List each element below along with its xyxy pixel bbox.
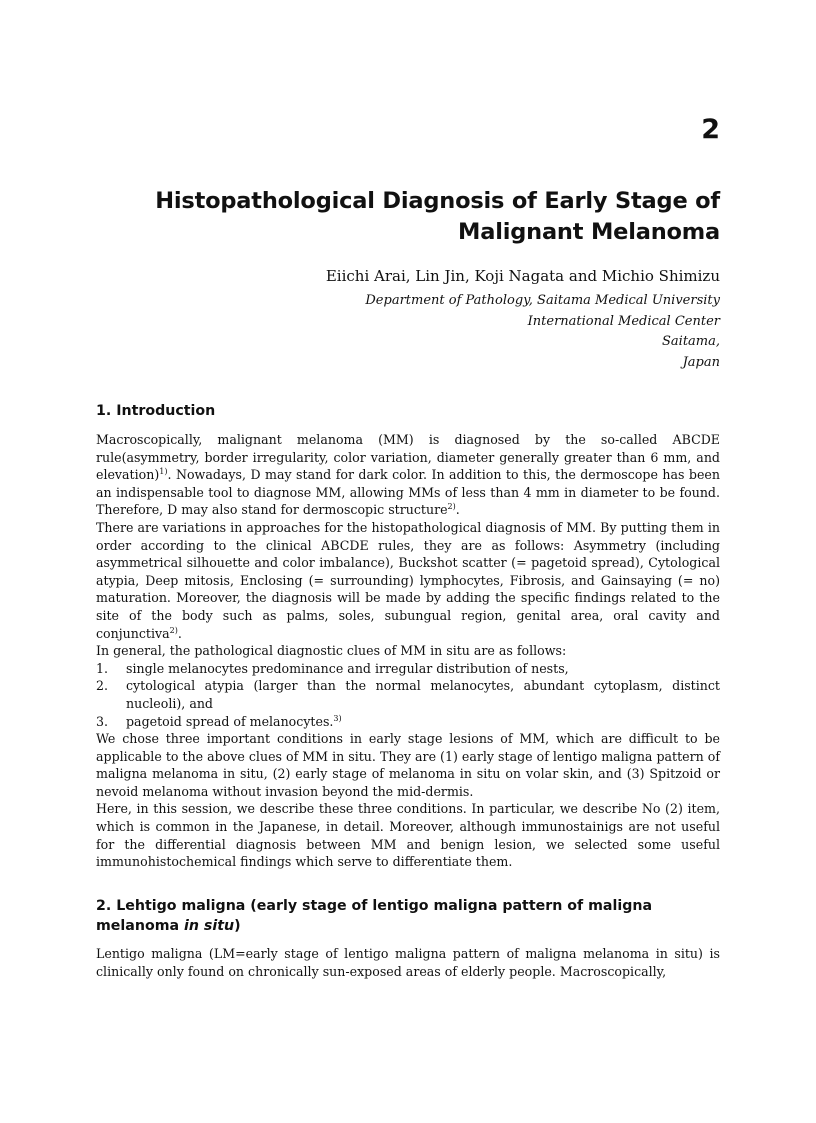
section-heading-introduction: 1. Introduction — [96, 403, 216, 419]
citation: 1) — [159, 467, 168, 477]
list-text: cytological atypia (larger than the normal melanocytes, abundant cytoplasm, distinct nucleoli), and — [126, 678, 720, 711]
list-number: 1. — [96, 660, 109, 676]
list-item — [96, 713, 720, 731]
list-item — [96, 677, 720, 712]
heading-text: 2. Lehtigo maligna (early stage of lentigo maligna pattern of maligna melanoma — [96, 898, 653, 934]
affiliation-line: Department of Pathology, Saitama Medical University — [365, 293, 720, 308]
list-text: pagetoid spread of melanocytes. — [126, 713, 334, 729]
list-number: 2. — [96, 678, 109, 694]
list-item — [96, 660, 720, 678]
heading-italic-text: in situ — [184, 917, 235, 934]
chapter-number: 2 — [701, 114, 720, 145]
list-number: 3. — [96, 713, 109, 729]
affiliation-line: Saitama, — [662, 334, 720, 349]
paragraph: In general, the pathological diagnostic clues of MM in situ are as follows: — [96, 643, 567, 659]
chapter-title: Histopathological Diagnosis of Early Stage of Malignant Melanoma — [155, 188, 720, 245]
citation: 2) — [447, 502, 456, 512]
paragraph-text: . — [177, 625, 182, 641]
introduction-body — [96, 431, 720, 871]
author-list: Eiichi Arai, Lin Jin, Koji Nagata and Michio Shimizu — [325, 267, 720, 285]
affiliation-line: Japan — [682, 354, 720, 370]
paragraph — [96, 519, 720, 642]
paragraph-text: There are variations in approaches for the histopathological diagnosis of MM. By putting them in order according to the clinical ABCDE rules, they are as follows: Asymmetry (including asymmetrical silhouette and color imbalance), Buckshot scatter (= pagetoid spread), Cytological atypia, Deep mitosis, Enclosing (= surrounding) lymphocytes, Fibrosis, and Gainsaying (= no) maturation. Moreover, the diagnosis will be made by adding the specific findings related to the site of the body such as palms, soles, subungual region, genital area, oral cavity and conjunctiva — [96, 519, 720, 641]
affiliation — [365, 291, 720, 373]
lentigo-maligna-body — [96, 945, 720, 980]
paragraph: Here, in this session, we describe these three conditions. In particular, we describe No (2) item, which is common in the Japanese, in detail. Moreover, although immunostainigs are not useful for the differential diagnosis between MM and benign lesion, we selected some useful immunohistochemical findings which serve to differentiate them. — [96, 801, 720, 870]
list-text: single melanocytes predominance and irregular distribution of nests, — [126, 660, 569, 676]
heading-text: ) — [234, 917, 241, 934]
paragraph: Lentigo maligna (LM=early stage of lentigo maligna pattern of maligna melanoma in situ) is clinically only found on chronically sun-exposed areas of elderly people. Macroscopically, — [96, 946, 720, 979]
paragraph-text: . — [455, 502, 460, 518]
list-text-wrap — [126, 713, 720, 731]
affiliation-line: International Medical Center — [527, 313, 720, 329]
paragraph-text: . Nowadays, D may stand for dark color. In addition to this, the dermoscope has been an indispensable tool to diagnose MM, allowing MMs of less than 4 mm in diameter to be found. Therefore, D may also stand for dermoscopic structure — [96, 467, 720, 518]
citation: 2) — [169, 625, 178, 635]
section-heading-lentigo-maligna — [96, 897, 720, 936]
paragraph-text: Macroscopically, malignant melanoma (MM) is diagnosed by the so-called ABCDE rule(asymmetry, border irregularity, color variation, diameter generally greater than 6 mm, and elevation) — [96, 432, 720, 483]
paragraph — [96, 431, 720, 519]
citation: 3) — [333, 713, 342, 723]
paragraph: We chose three important conditions in early stage lesions of MM, which are difficult to be applicable to the above clues of MM in situ. They are (1) early stage of lentigo maligna pattern of maligna melanoma in situ, (2) early stage of melanoma in situ on volar skin, and (3) Spitzoid or nevoid melanoma without invasion beyond the mid-dermis. — [96, 731, 720, 799]
